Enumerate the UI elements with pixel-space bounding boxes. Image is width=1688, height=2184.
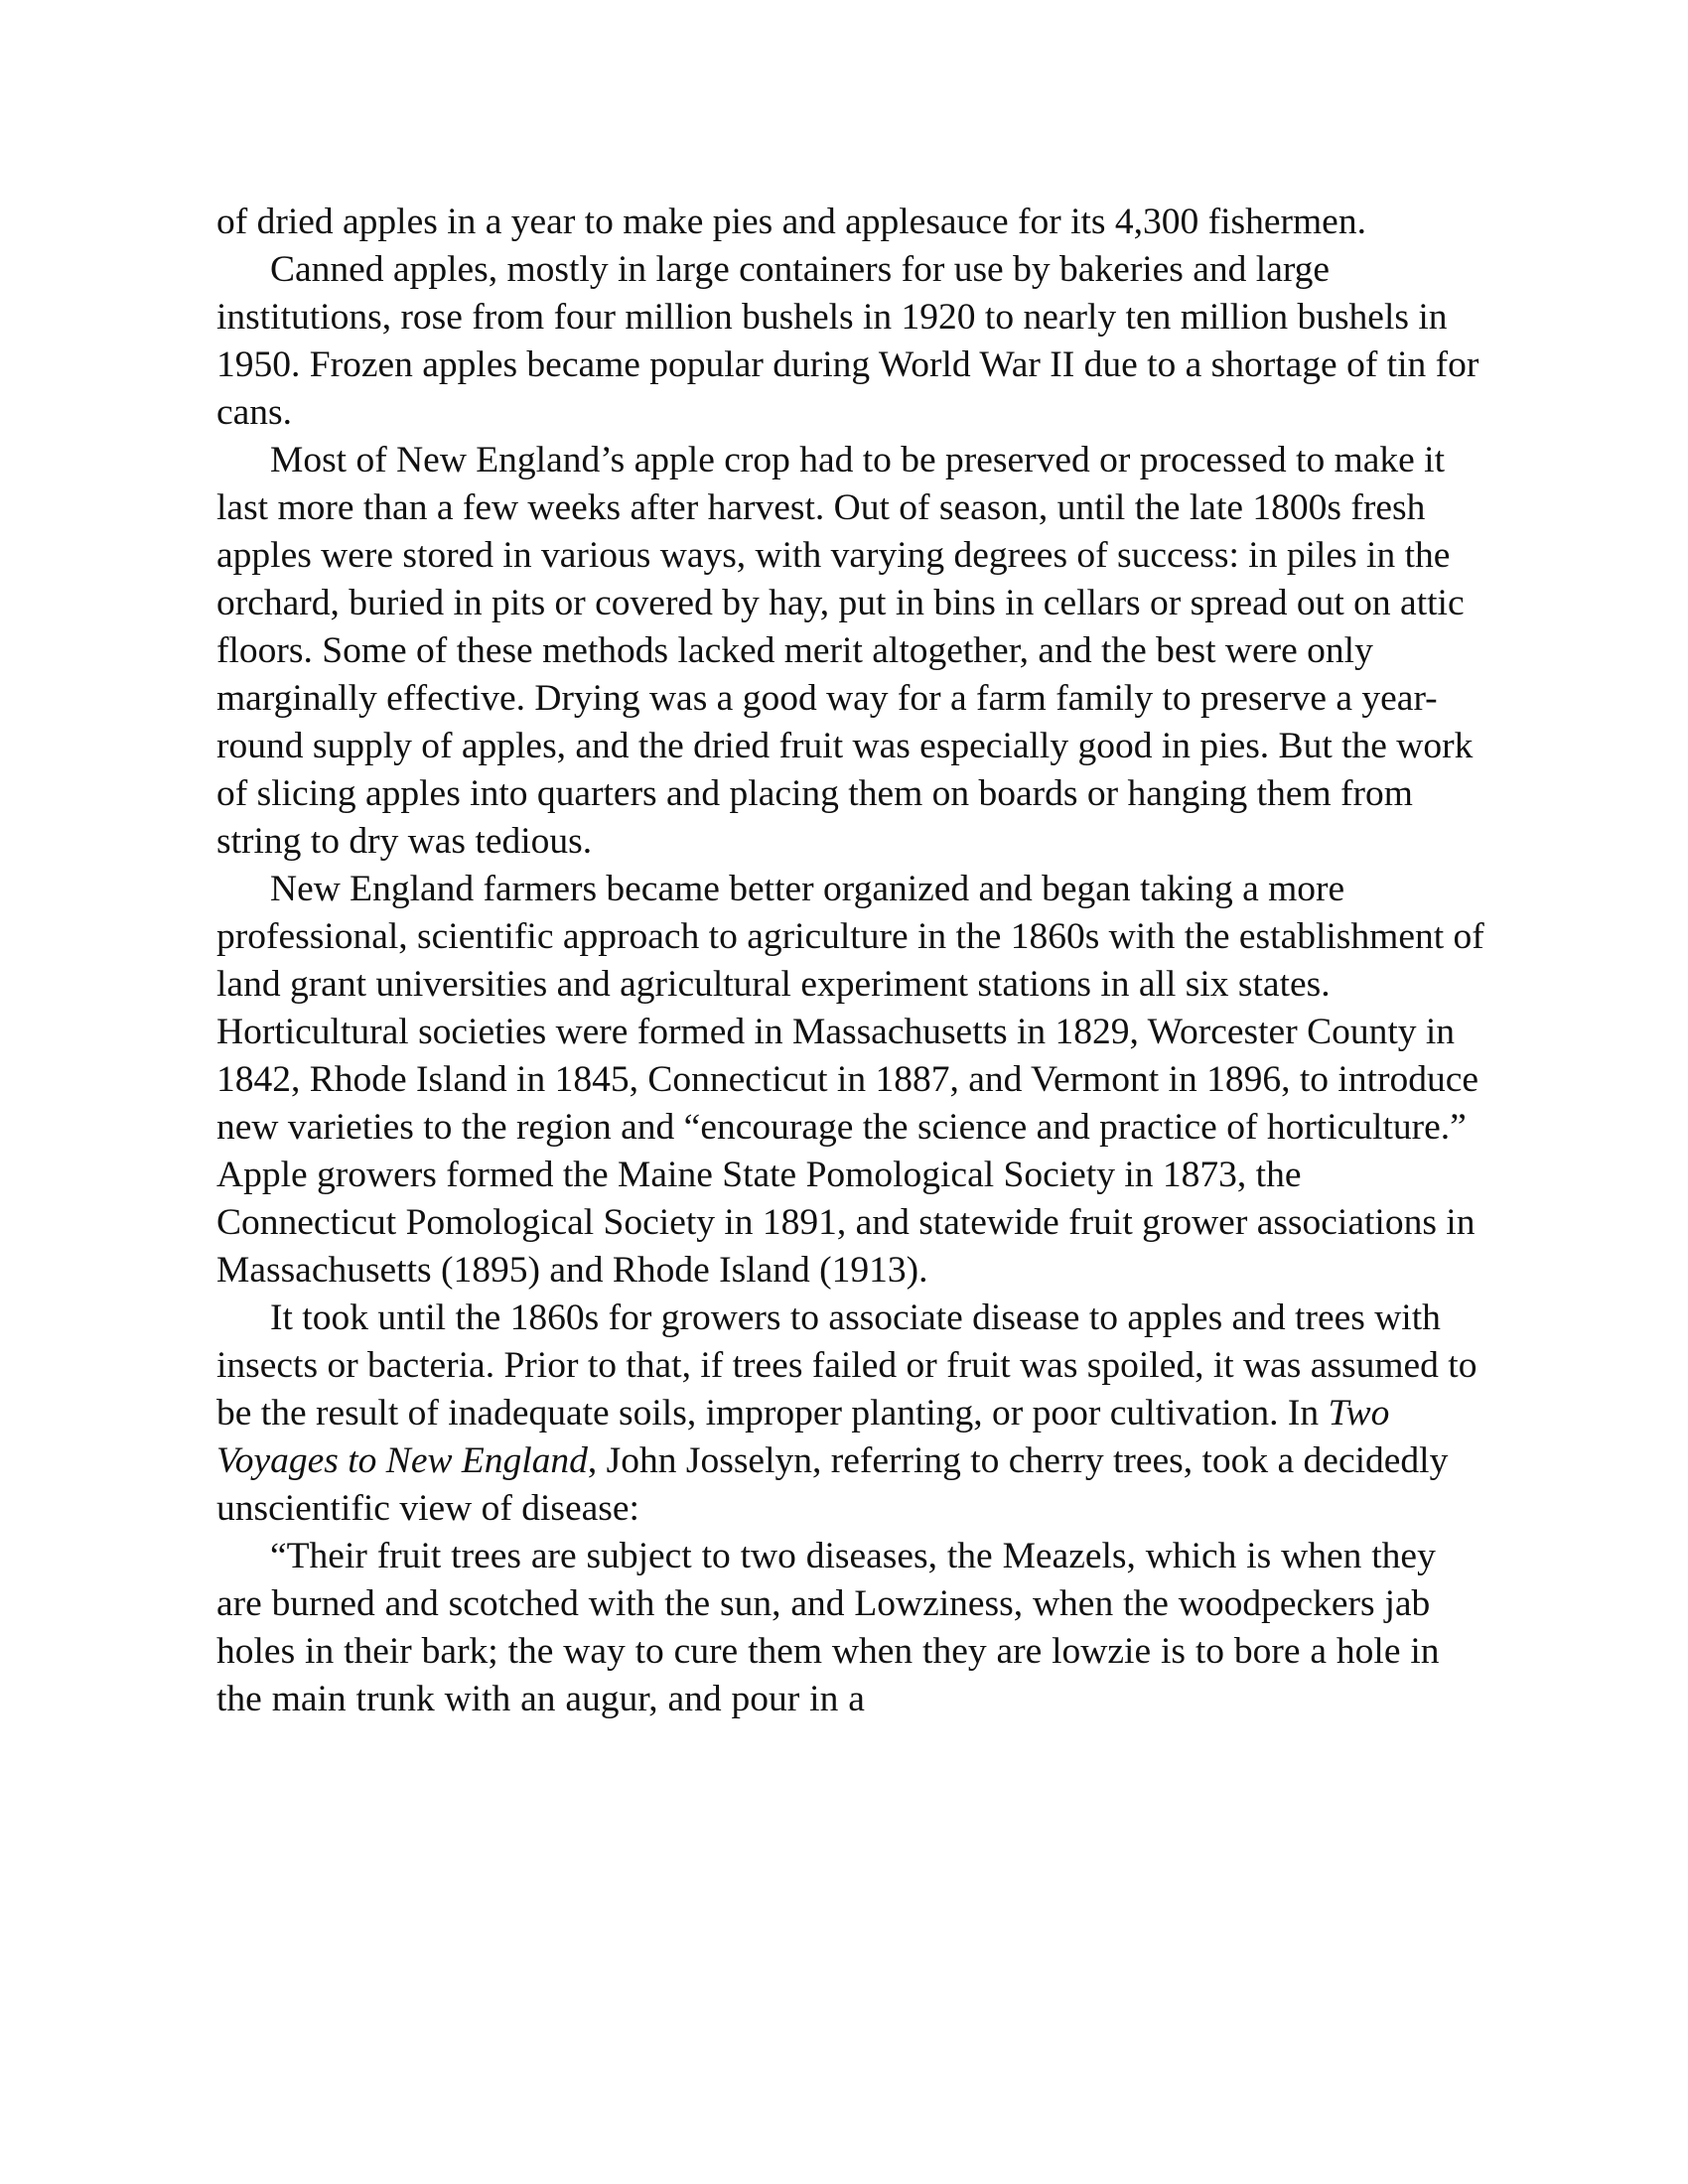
paragraph-preservation: Most of New England’s apple crop had to be preserved or processed to make it last more than a few weeks after harvest. Out of season, until the late 1800s fresh apples were stored in various ways, with varying degrees of success: in piles in the orchard, buried in pits or covered by hay, put in bins in cellars or spread out on attic floors. Some of these methods lacked merit altogether, and the best were only marginally effective. Drying was a good way for a farm family to preserve a year-round supply of apples, and the dried fruit was especially good in pies. But the work of slicing apples into quarters and placing them on boards or hanging them from string to dry was tedious. [216, 440, 1474, 862]
paragraph-quotation: “Their fruit trees are subject to two diseases, the Meazels, which is when they are burned and scotched with the sun, and Lowziness, when the woodpeckers jab holes in their bark; the way to cure them when they are lowzie is to bore a hole in the main trunk with an augur, and pour in a [216, 1536, 1440, 1719]
paragraph-canned-apples: Canned apples, mostly in large containers for use by bakeries and large institutions, rose from four million bushels in 1920 to nearly ten million bushels in 1950. Frozen apples became popular during World War II due to a shortage of tin for cans. [216, 249, 1479, 433]
paragraph-organization: New England farmers became better organized and began taking a more professional, scientific approach to agriculture in the 1860s with the establishment of land grant universities and agricultural experiment stations in all six states. Horticultural societies were formed in Massachusetts in 1829, Worcester County in 1842, Rhode Island in 1845, Connecticut in 1887, and Vermont in 1896, to introduce new varieties to the region and “encourage the science and practice of horticulture.” Apple growers formed the Maine State Pomological Society in 1873, the Connecticut Pomological Society in 1891, and statewide fruit grower associations in Massachusetts (1895) and Rhode Island (1913). [216, 869, 1484, 1291]
paragraph-disease-text-after: , John Josselyn, referring to cherry trees, took a decidedly unscientific view of disease: [216, 1440, 1449, 1529]
paragraph-continuation: of dried apples in a year to make pies and applesauce for its 4,300 fishermen. [216, 202, 1366, 242]
paragraph-disease [216, 1295, 1489, 1533]
page-body [216, 199, 1489, 1723]
paragraph-disease-text-before: It took until the 1860s for growers to associate disease to apples and trees with insects or bacteria. Prior to that, if trees failed or fruit was spoiled, it was assumed to be the result of inadequate soils, improper planting, or poor cultivation. In [216, 1297, 1477, 1433]
book-title: Two Voyages to New England [216, 1393, 1390, 1481]
